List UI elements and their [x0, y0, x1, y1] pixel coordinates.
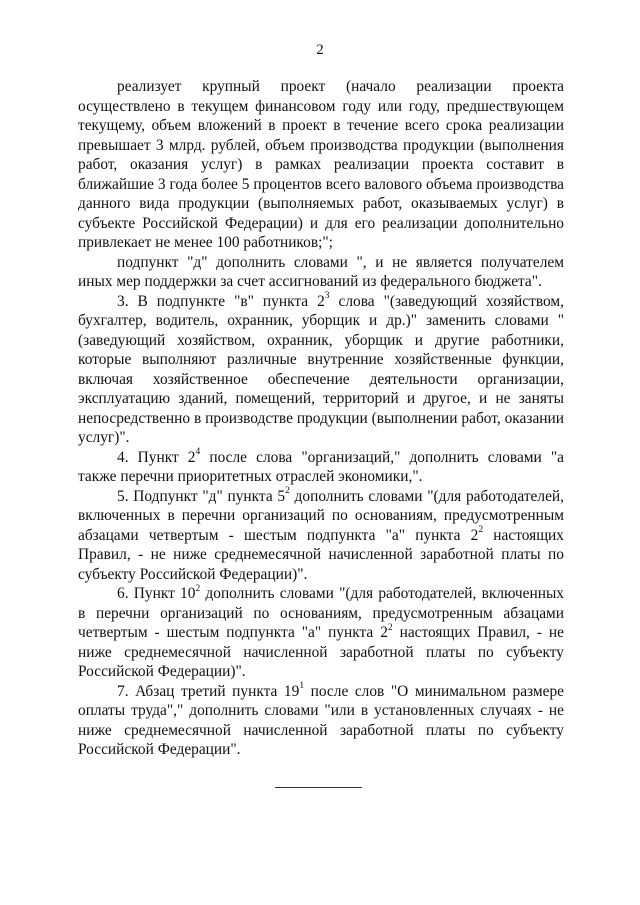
superscript: 1	[299, 681, 305, 692]
text-run: после слов "О минимальном размере оплаты труда"," дополнить словами "или в установленных случаях - не ниже среднемесячной начисленной заработной платы по субъекту Российской Федерации".	[78, 682, 564, 758]
text-run: реализует крупный проект (начало реализации проекта осуществлено в текущем финансовом году или году, предшествующем текущему, объем вложений в проект в течение всего срока реализации превышает 3 млрд. рублей, объем производства продукции (выполнения работ, оказания услуг) в рамках реализации проекта составит в ближайшие 3 года более 5 процентов всего валового объема производства данного вида продукции (выполняемых работ, оказываемых услуг) в субъекте Российской Федерации) и для его реализации дополнительно привлекает не менее 100 работников;";	[78, 78, 564, 251]
text-run: подпункт "д" дополнить словами ", и не является получателем иных мер поддержки за счет ассигнований из федерального бюджета".	[78, 253, 564, 290]
text-run: после слова "организаций," дополнить словами "а также перечни приоритетных отраслей экономики,".	[78, 448, 565, 485]
document-body	[78, 77, 564, 760]
end-of-text-rule	[275, 787, 362, 788]
page-number: 2	[316, 42, 324, 58]
superscript: 2	[478, 525, 484, 536]
text-run: дополнить словами "(для работодателей, включенных в перечни организаций по основаниям, предусмотренным абзацами четвертым - шестым подпункта "а" пункта 2	[78, 487, 564, 544]
text-run: настоящих Правил, - не ниже среднемесячной начисленной заработной платы по субъекту Российской Федерации)".	[78, 526, 564, 583]
text-run: 6. Пункт 10	[117, 585, 196, 602]
superscript: 4	[195, 447, 201, 458]
paragraph	[78, 292, 564, 448]
text-run: дополнить словами "(для работодателей, включенных в перечни организаций по основаниям, предусмотренным абзацами четвертым - шестым подпункта "а" пункта 2	[78, 585, 564, 641]
paragraph	[78, 77, 564, 253]
paragraph	[78, 487, 564, 585]
text-run: 7. Абзац третий пункта 19	[117, 682, 300, 700]
superscript: 2	[387, 622, 393, 633]
text-run: настоящих Правил, - не ниже среднемесячной начисленной заработной платы по субъекту Российской Федерации)".	[78, 624, 564, 680]
paragraph	[78, 253, 564, 292]
text-run: 4. Пункт 2	[117, 448, 196, 466]
superscript: 2	[195, 583, 201, 594]
paragraph	[78, 584, 564, 682]
text-run: 3. В подпункте "в" пункта 2	[117, 292, 325, 310]
paragraph	[78, 682, 564, 760]
superscript: 3	[324, 291, 330, 302]
text-run: 5. Подпункт "д" пункта 5	[117, 487, 286, 505]
text-run: слова "(заведующий хозяйством, бухгалтер, водитель, охранник, уборщик и др.)" заменить словами "(заведующий хозяйством, охранник, уборщик и другие работники, которые выполняют различные внутренние хозяйственные функции, включая хозяйственное обеспечение деятельности организации, эксплуатацию зданий, помещений, территорий и другое, и не заняты непосредственно в производстве продукции (выполнении работ, оказании услуг)".	[78, 292, 564, 446]
superscript: 2	[285, 486, 290, 497]
paragraph	[78, 448, 564, 487]
